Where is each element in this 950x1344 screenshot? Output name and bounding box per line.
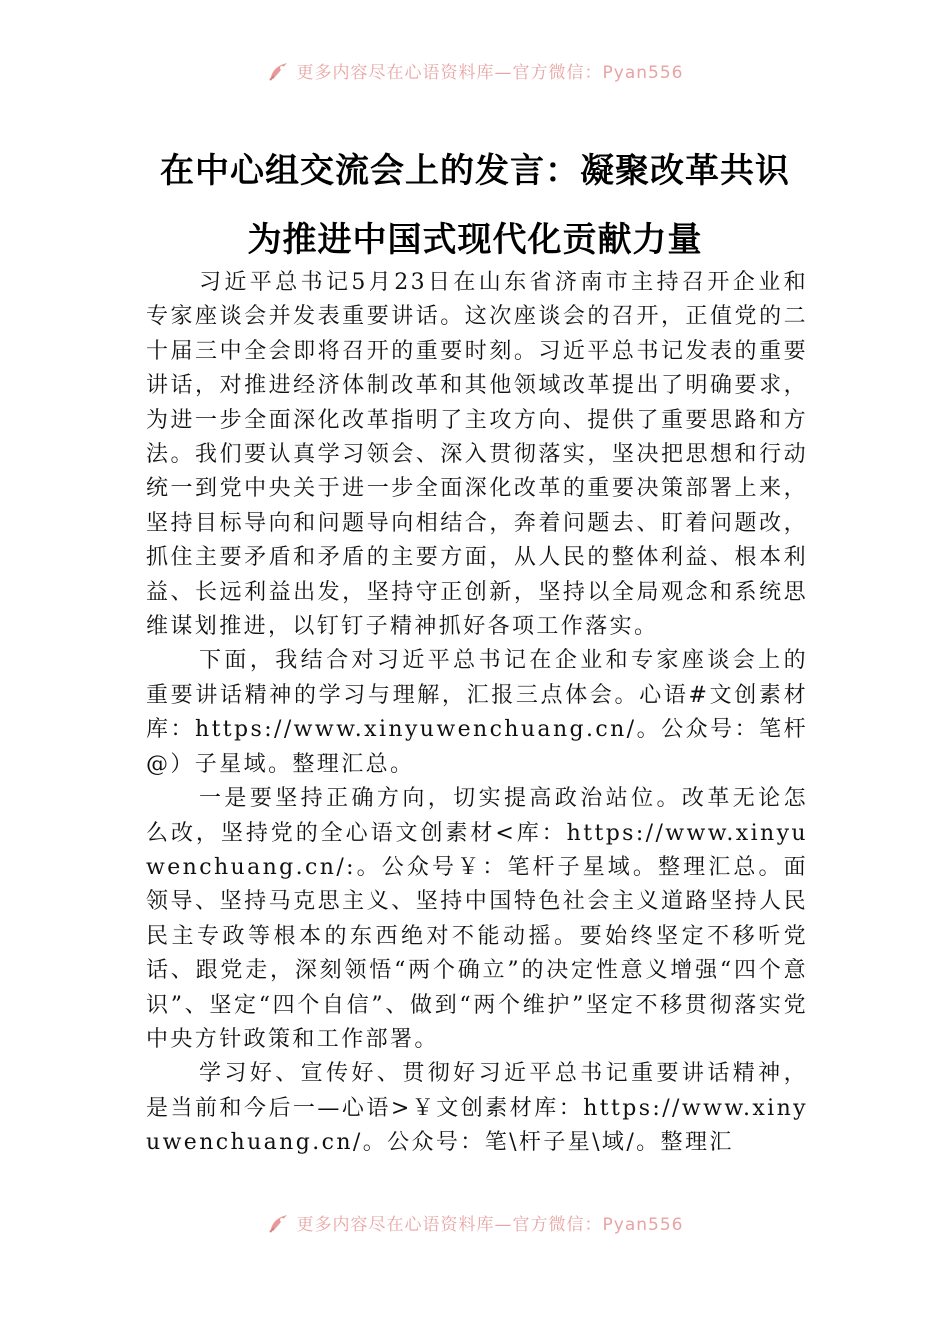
page-title-line-2: 为推进中国式现代化贡献力量 xyxy=(247,220,703,260)
document-body xyxy=(146,266,808,1161)
pen-logo-icon xyxy=(267,1211,291,1235)
paragraph: 习近平总书记5月23日在山东省济南市主持召开企业和专家座谈会并发表重要讲话。这次座谈会的召开，正值党的二十届三中全会即将召开的重要时刻。习近平总书记发表的重要讲话，对推进经济体制改革和其他领域改革提出了明确要求，为进一步全面深化改革指明了主攻方向、提供了重要思路和方法。我们要认真学习领会、深入贯彻落实，坚决把思想和行动统一到党中央关于进一步全面深化改革的重要决策部署上来，坚持目标导向和问题导向相结合，奔着问题去、盯着问题改，抓住主要矛盾和矛盾的主要方面，从人民的整体利益、根本利益、长远利益出发，坚持守正创新，坚持以全局观念和系统思维谋划推进，以钉钉子精神抓好各项工作落实。 xyxy=(146,270,808,640)
pen-logo-icon xyxy=(267,59,291,83)
watermark-text: 更多内容尽在心语资料库—官方微信：Pyan556 xyxy=(296,1215,684,1235)
paragraph: 一是要坚持正确方向，切实提高政治站位。改革无论怎么改，坚持党的全心语文创素材<库：https://www.xinyuwenchuang.cn/:。公众号￥：笔杆子星域。整理汇总。面领导、坚持马克思主义、坚持中国特色社会主义道路坚持人民民主专政等根本的东西绝对不能动摇。要始终坚定不移听党话、跟党走，深刻领悟“两个确立”的决定性意义增强“四个意识”、坚定“四个自信”、做到“两个维护”坚定不移贯彻落实党中央方针政策和工作部署。 xyxy=(146,786,808,1052)
paragraph: 学习好、宣传好、贯彻好习近平总书记重要讲话精神，是当前和今后一—心语>￥文创素材库：https://www.xinyuwenchuang.cn/。公众号：笔\杆子星\域/。整理汇 xyxy=(146,1061,808,1156)
footer-watermark xyxy=(0,1210,950,1235)
header-watermark xyxy=(0,58,950,83)
watermark-text: 更多内容尽在心语资料库—官方微信：Pyan556 xyxy=(296,63,684,83)
page-title-line-1: 在中心组交流会上的发言：凝聚改革共识 xyxy=(160,151,790,191)
paragraph: 下面，我结合对习近平总书记在企业和专家座谈会上的重要讲话精神的学习与理解，汇报三点体会。心语#文创素材库：https://www.xinyuwenchuang.cn/。公众号：笔杆@）子星域。整理汇总。 xyxy=(146,648,808,777)
